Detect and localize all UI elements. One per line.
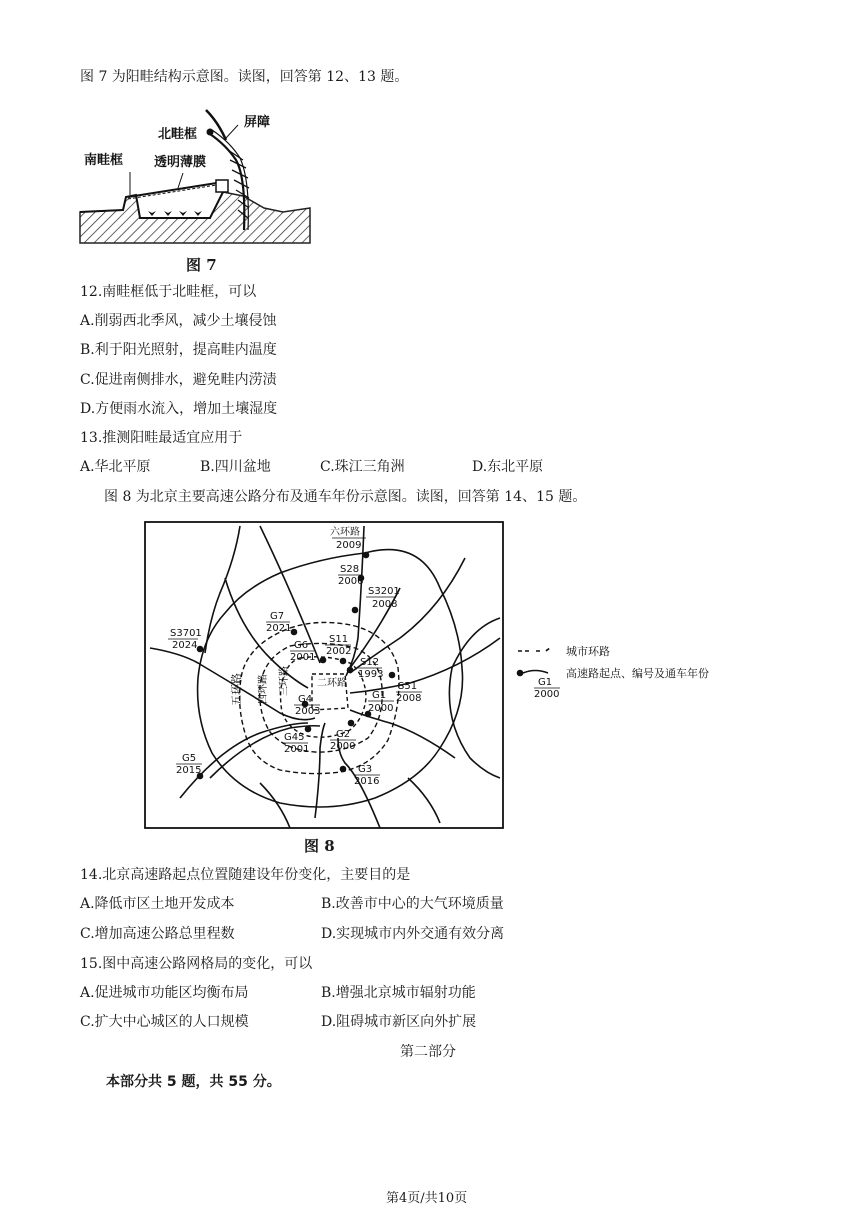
legend-example-year: 2000 bbox=[534, 689, 560, 700]
legend-start-label: 高速路起点、编号及通车年份 bbox=[566, 667, 709, 680]
hw-g2-code: G2 bbox=[336, 729, 351, 740]
q14-option-d: D.实现城市内外交通有效分离 bbox=[321, 926, 505, 942]
q12-option-d: D.方便雨水流入，增加土壤湿度 bbox=[80, 401, 278, 417]
hw-g6-year: 2001 bbox=[290, 652, 316, 663]
fig7-diagram bbox=[78, 100, 338, 250]
q14-option-b: B.改善市中心的大气环境质量 bbox=[321, 896, 504, 912]
hw-g3-year: 2016 bbox=[354, 776, 380, 787]
hw-g1-code: G1 bbox=[372, 690, 387, 701]
fig7-label-south-frame: 南畦框 bbox=[84, 153, 124, 168]
legend-example-code: G1 bbox=[538, 677, 553, 688]
fig7-intro: 图 7 为阳畦结构示意图。读图，回答第 12、13 题。 bbox=[80, 69, 409, 85]
hw-g5-code: G5 bbox=[182, 753, 197, 764]
q15-option-d: D.阻碍城市新区向外扩展 bbox=[321, 1014, 477, 1030]
q14-stem: 14.北京高速路起点位置随建设年份变化，主要目的是 bbox=[80, 867, 411, 883]
q13-option-d: D.东北平原 bbox=[472, 459, 544, 475]
hw-s3701-code: S3701 bbox=[170, 628, 202, 639]
hw-g4-year: 2003 bbox=[295, 706, 321, 717]
q14-option-a: A.降低市区土地开发成本 bbox=[80, 896, 235, 912]
ring-six-year: 2009 bbox=[336, 540, 362, 551]
q12-option-b: B.利于阳光照射，提高畦内温度 bbox=[80, 342, 277, 358]
q15-stem: 15.图中高速公路网格局的变化，可以 bbox=[80, 956, 313, 972]
fig8-legend bbox=[517, 645, 709, 700]
ring-two-label: 二环路 bbox=[317, 678, 347, 689]
ring-four-label: 四环路 bbox=[258, 674, 269, 704]
hw-s11-code: S11 bbox=[329, 634, 349, 645]
hw-s11-year: 2002 bbox=[326, 646, 352, 657]
hw-s28-code: S28 bbox=[340, 564, 360, 575]
hw-g2-year: 2000 bbox=[330, 741, 356, 752]
fig8-map bbox=[140, 518, 730, 834]
hw-g45-year: 2001 bbox=[284, 744, 310, 755]
page-footer: 第4页/共10页 bbox=[386, 1191, 468, 1206]
hw-s3701-year: 2024 bbox=[172, 640, 198, 651]
fig7-label-film: 透明薄膜 bbox=[154, 155, 207, 170]
q15-option-b: B.增强北京城市辐射功能 bbox=[321, 985, 476, 1001]
hw-s3201-code: S3201 bbox=[368, 586, 400, 597]
fig7-label-north-frame: 北畦框 bbox=[158, 127, 198, 142]
hw-s12-code: S12 bbox=[360, 657, 380, 668]
hw-s51-code: S51 bbox=[398, 681, 418, 692]
q13-stem: 13.推测阳畦最适宜应用于 bbox=[80, 430, 243, 446]
section-note: 本部分共 5 题，共 55 分。 bbox=[106, 1074, 281, 1090]
fig7-label-screen: 屏障 bbox=[244, 115, 271, 130]
hw-g5-year: 2015 bbox=[176, 765, 202, 776]
hw-g7-year: 2021 bbox=[266, 623, 292, 634]
ring-six-label: 六环路 bbox=[330, 527, 360, 538]
hw-s28-year: 2006 bbox=[338, 576, 364, 587]
hw-s51-year: 2008 bbox=[396, 693, 422, 704]
hw-g6-code: G6 bbox=[294, 640, 309, 651]
hw-g1-year: 2000 bbox=[368, 703, 394, 714]
hw-s3201-year: 2008 bbox=[372, 599, 398, 610]
q12-option-c: C.促进南侧排水，避免畦内涝渍 bbox=[80, 372, 277, 388]
hw-s12-year: 1993 bbox=[358, 669, 384, 680]
section-title: 第二部分 bbox=[400, 1044, 456, 1060]
ring-five-label: 五环路 bbox=[230, 673, 243, 706]
q13-option-c: C.珠江三角洲 bbox=[320, 459, 405, 475]
q14-option-c: C.增加高速公路总里程数 bbox=[80, 926, 235, 942]
legend-ring-label: 城市环路 bbox=[566, 645, 610, 658]
hw-g4-code: G4 bbox=[298, 694, 313, 705]
q12-stem: 12.南畦框低于北畦框，可以 bbox=[80, 284, 257, 300]
q12-option-a: A.削弱西北季风，减少土壤侵蚀 bbox=[80, 313, 277, 329]
fig8-caption: 图 8 bbox=[304, 837, 335, 855]
q15-option-c: C.扩大中心城区的人口规模 bbox=[80, 1014, 249, 1030]
hw-g45-code: G45 bbox=[284, 732, 305, 743]
q13-option-b: B.四川盆地 bbox=[200, 459, 271, 475]
hw-g7-code: G7 bbox=[270, 611, 285, 622]
q13-option-a: A.华北平原 bbox=[80, 459, 151, 475]
fig7-caption: 图 7 bbox=[186, 256, 217, 274]
q15-option-a: A.促进城市功能区均衡布局 bbox=[80, 985, 249, 1001]
ring-three-label: 三环路 bbox=[279, 666, 290, 696]
fig8-intro: 图 8 为北京主要高速公路分布及通车年份示意图。读图，回答第 14、15 题。 bbox=[104, 489, 587, 505]
hw-g3-code: G3 bbox=[358, 764, 373, 775]
